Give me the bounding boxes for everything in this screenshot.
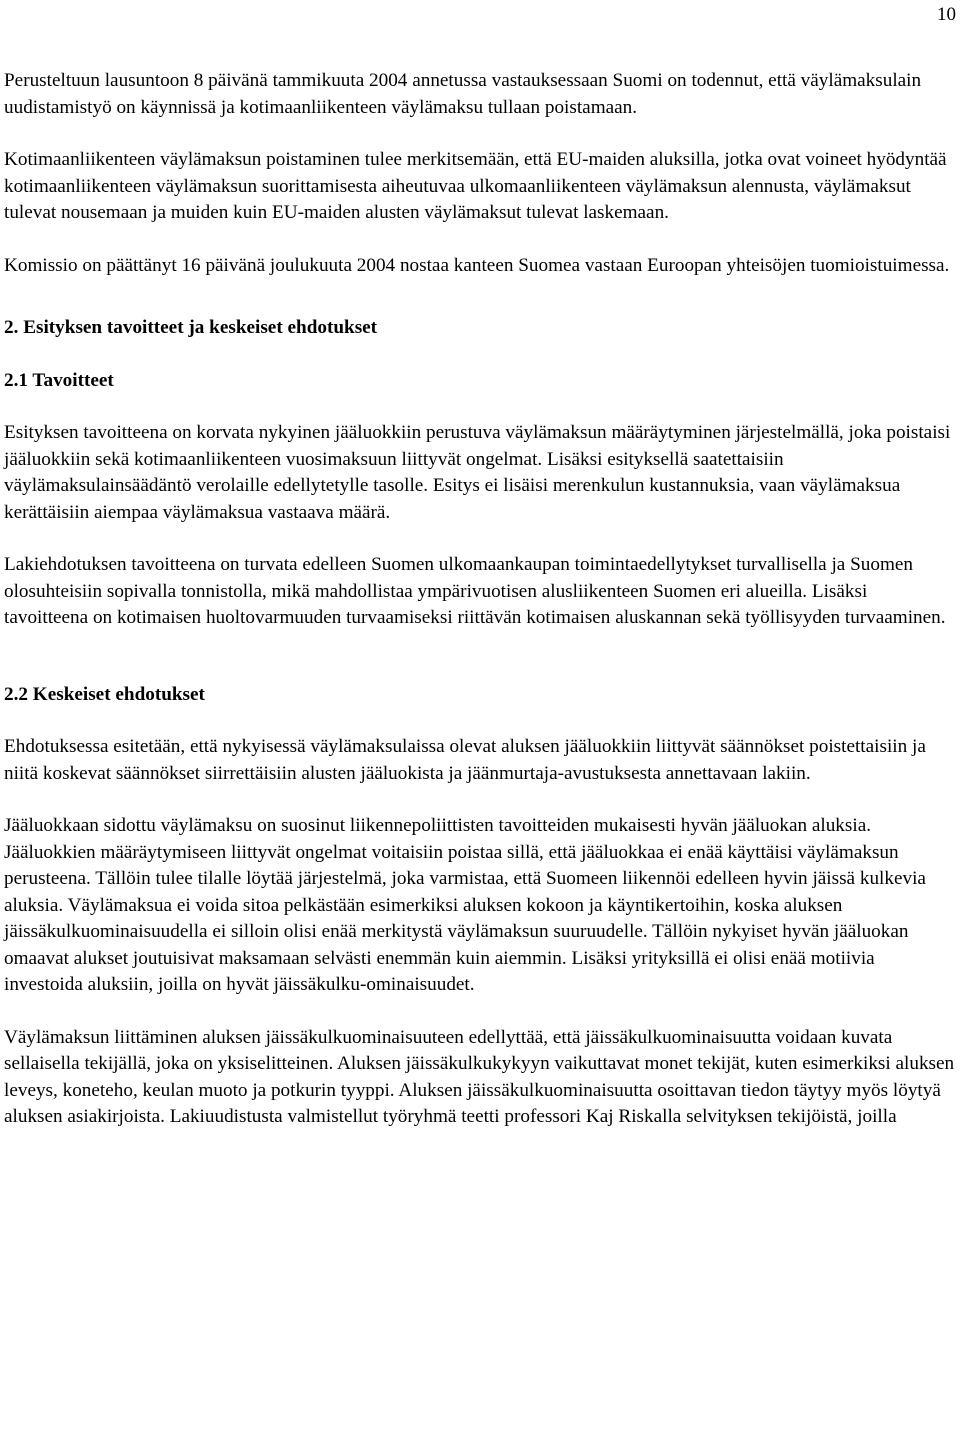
paragraph-komissio-kanne: Komissio on päättänyt 16 päivänä joulukuuta 2004 nostaa kanteen Suomea vastaan Euroopan yhteisöjen tuomioistuimessa. — [4, 254, 950, 276]
paragraph-ehdotukset-1: Ehdotuksessa esitetään, että nykyisessä väylämaksulaissa olevat aluksen jääluokkiin liittyvät säännökset poistettaisiin ja niitä koskevat säännökset siirrettäisiin alusten jääluokista ja jäänmurtaja-avustuksesta annettavaan lakiin. — [4, 736, 926, 784]
paragraph-ehdotukset-3: Väylämaksun liittäminen aluksen jäissäkulkuominaisuuteen edellyttää, että jäissäkulkuominaisuutta voidaan kuvata sellaisella tekijällä, joka on yksiselitteinen. Aluksen jäissäkulkukykyyn vaikuttavat monet tekijät, kuten esimerkiksi aluksen leveys, koneteho, keulan muoto ja potkurin tyyppi. Aluksen jäissäkulkuominaisuutta osoittavan tiedon täytyy myös löytyä aluksen asiakirjoista. Lakiuudistusta valmistellut työryhmä teetti professori Kaj Riskalla selvityksen tekijöistä, joilla — [4, 1026, 955, 1127]
document-body — [4, 68, 956, 1131]
section-heading-2: 2. Esityksen tavoitteet ja keskeiset ehdotukset — [4, 317, 378, 338]
paragraph-tavoitteet-2: Lakiehdotuksen tavoitteena on turvata edelleen Suomen ulkomaankaupan toimintaedellytykset turvallisella ja Suomen olosuhteisiin sopivalla tonnistolla, mikä mahdollistaa ympärivuotisen alusliikenteen Suomen eri alueilla. Lisäksi tavoitteena on kotimaisen huoltovarmuuden turvaamiseksi riittävän kotimaisen aluskannan sekä työllisyyden turvaaminen. — [4, 554, 946, 628]
paragraph-tavoitteet-1: Esityksen tavoitteena on korvata nykyinen jääluokkiin perustuva väylämaksun määräytyminen järjestelmällä, joka poistaisi jääluokkiin sekä kotimaanliikenteen vuosimaksuun liittyvät ongelmat. Lisäksi esityksellä saatettaisiin väylämaksulainsäädäntö verolaille edellytetylle tasolle. Esitys ei lisäisi merenkulun kustannuksia, vaan väylämaksua kerättäisiin aiempaa väylämaksua vastaava määrä. — [4, 422, 951, 523]
paragraph-ehdotukset-2: Jääluokkaan sidottu väylämaksu on suosinut liikennepoliittisten tavoitteiden mukaisesti hyvän jääluokan aluksia. Jääluokkien määräytymiseen liittyvät ongelmat voitaisiin poistaa sillä, että jääluokkaa ei enää käyttäisi väylämaksun perusteena. Tällöin tulee tilalle löytää järjestelmä, joka varmistaa, että Suomeen liikennöi edelleen hyvin jäissä kulkevia aluksia. Väylämaksua ei voida sitoa pelkästään esimerkiksi aluksen kokoon ja käyntikertoihin, koska aluksen jäissäkulkuominaisuudella ei silloin olisi enää merkitystä väylämaksun suuruudelle. Tällöin nykyiset hyvän jääluokan omaavat alukset joutuisivat maksamaan selvästi enemmän kuin aiemmin. Lisäksi yrityksillä ei olisi enää motiivia investoida aluksiin, joilla on hyvät jäissäkulku-ominaisuudet. — [4, 815, 926, 995]
page-number: 10 — [937, 4, 956, 25]
paragraph-vaylamaksun-poistaminen: Kotimaanliikenteen väylämaksun poistaminen tulee merkitsemään, että EU-maiden aluksilla, jotka ovat voineet hyödyntää kotimaanliikenteen väylämaksun suorittamisesta aiheutuvaa ulkomaanliikenteen väylämaksun alennusta, väylämaksut tulevat nousemaan ja muiden kuin EU-maiden alusten väylämaksut tulevat laskemaan. — [4, 149, 947, 223]
section-heading-2-1: 2.1 Tavoitteet — [4, 369, 114, 391]
section-heading-2-2: 2.2 Keskeiset ehdotukset — [4, 683, 205, 705]
paragraph-perusteltu-lausunto: Perusteltuun lausuntoon 8 päivänä tammikuuta 2004 annetussa vastauksessaan Suomi on todennut, että väylämaksulain uudistamistyö on käynnissä ja kotimaanliikenteen väylämaksu tullaan poistamaan. — [4, 70, 922, 118]
